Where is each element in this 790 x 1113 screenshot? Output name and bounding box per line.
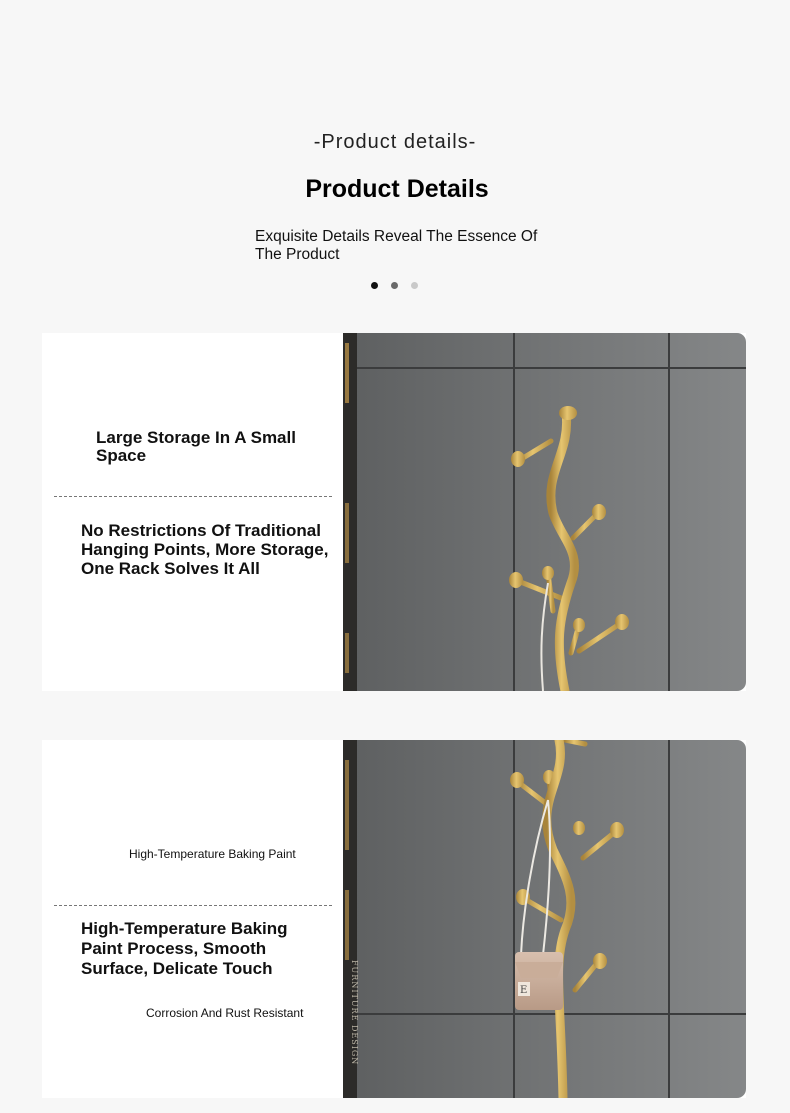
carousel-dot-1[interactable] bbox=[371, 282, 378, 289]
rust-caption: Corrosion And Rust Resistant bbox=[146, 1006, 304, 1020]
paint-heading: High-Temperature Baking Paint Process, Smooth Surface, Delicate Touch bbox=[81, 919, 288, 978]
handbag bbox=[515, 952, 563, 1010]
divider-dashed bbox=[54, 496, 332, 497]
carousel-dot-3[interactable] bbox=[411, 282, 418, 289]
carousel-dot-2[interactable] bbox=[391, 282, 398, 289]
section-title: Product Details bbox=[305, 175, 489, 203]
divider-dashed bbox=[54, 905, 332, 906]
storage-description: No Restrictions Of Traditional Hanging Points, More Storage, One Rack Solves It All bbox=[81, 521, 329, 578]
section-eyebrow: -Product details- bbox=[313, 131, 477, 153]
detail-panel-storage bbox=[42, 333, 746, 691]
photo-vertical-text: FURNITURE DESIGN bbox=[350, 960, 359, 1066]
product-photo-rack-top bbox=[343, 333, 746, 691]
storage-heading: Large Storage In A Small Space bbox=[96, 428, 296, 465]
detail-panel-paint bbox=[42, 740, 746, 1098]
bag-letter: E bbox=[520, 985, 528, 996]
section-subtitle: Exquisite Details Reveal The Essence Of The Product bbox=[255, 228, 538, 263]
paint-caption: High-Temperature Baking Paint bbox=[129, 847, 296, 861]
product-photo-rack-bag bbox=[343, 740, 746, 1098]
